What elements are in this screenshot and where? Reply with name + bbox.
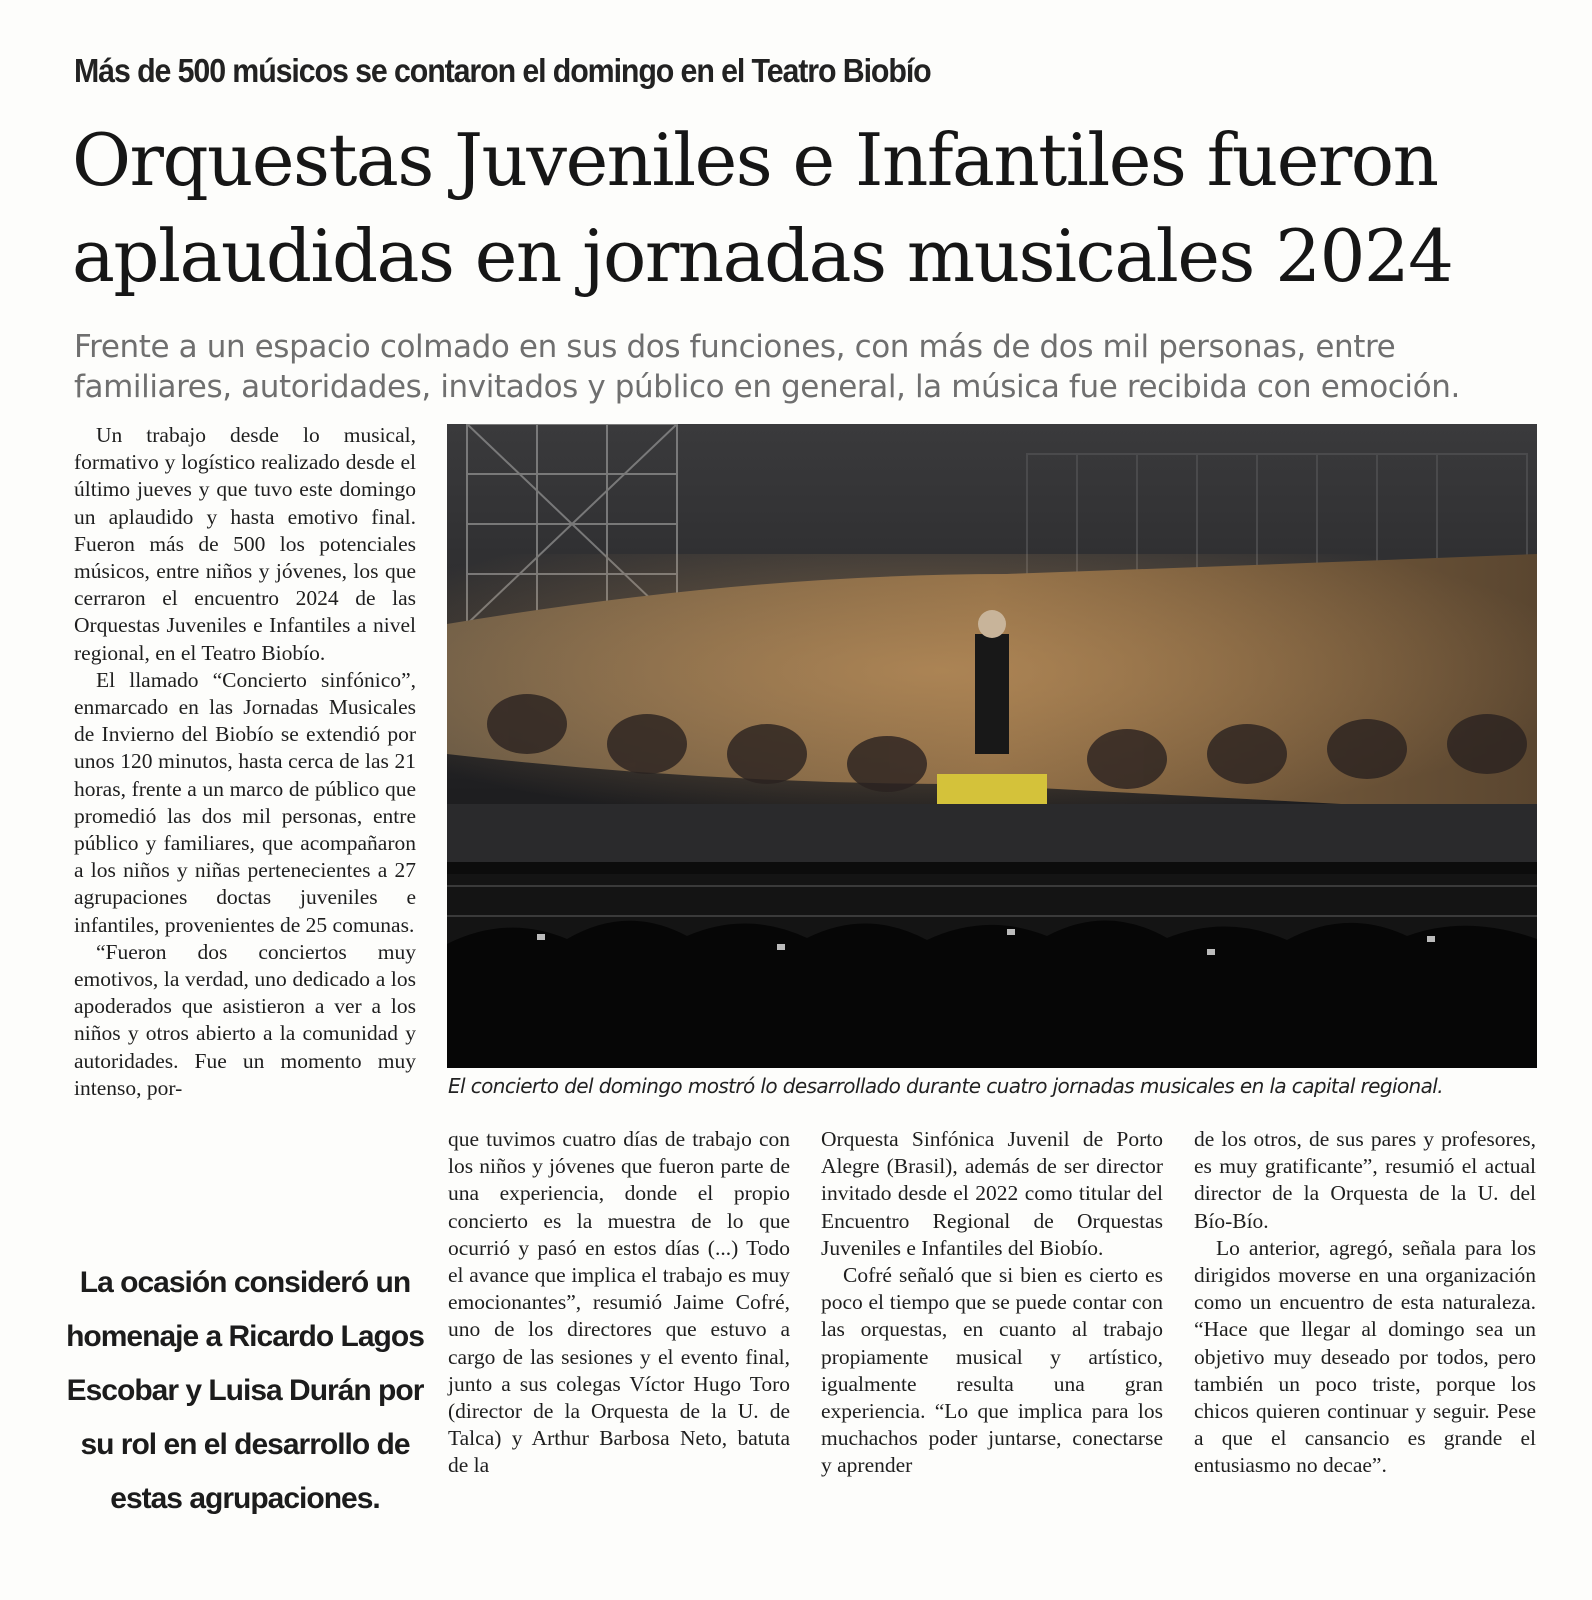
article-column-2 <box>448 1126 790 1480</box>
paragraph: Lo anterior, agregó, señala para los dirigidos moverse en una organización como un encuentro de esta naturaleza. “Hace que llegar al domingo sea un objetivo muy deseado por todos, pero también un poco triste, porque los chicos quieren continuar y seguir. Pese a que el cansancio es grande el entusiasmo no decae”. <box>1194 1235 1536 1478</box>
paragraph: El llamado “Concierto sinfónico”, enmarcado en las Jornadas Musicales de Invierno del Biobío se extendió por unos 120 minutos, hasta cerca de las 21 horas, frente a un marco de público que promedió las dos mil personas, entre público y familiares, que acompañaron a los niños y niñas pertenecientes a 27 agrupaciones doctas juveniles e infantiles, provenientes de 25 comunas. <box>74 667 416 937</box>
article-column-3 <box>821 1126 1163 1480</box>
article-column-4 <box>1194 1126 1536 1480</box>
kicker: Más de 500 músicos se contaron el domingo en el Teatro Biobío <box>74 52 931 89</box>
pull-quote: La ocasión consideró un homenaje a Ricardo Lagos Escobar y Luisa Durán por su rol en el desarrollo de estas agrupaciones. <box>66 1266 424 1515</box>
paragraph: de los otros, de sus pares y profesores, es muy gratificante”, resumió el actual director de la Orquesta de la U. del Bío-Bío. <box>1194 1127 1536 1233</box>
article-column-1 <box>74 422 416 1102</box>
deck-summary: Frente a un espacio colmado en sus dos funciones, con más de dos mil personas, entre familiares, autoridades, invitados y público en general, la música fue recibida con emoción. <box>74 329 1460 405</box>
paragraph: Un trabajo desde lo musical, formativo y logístico realizado desde el último jueves y que tuvo este domingo un aplaudido y hasta emotivo final. Fueron más de 500 los potenciales músicos, entre niños y jóvenes, los que cerraron el encuentro 2024 de las Orquestas Juveniles e Infantiles a nivel regional, en el Teatro Biobío. <box>74 423 416 665</box>
paragraph: Orquesta Sinfónica Juvenil de Porto Alegre (Brasil), además de ser director invitado desde el 2022 como titular del Encuentro Regional de Orquestas Juveniles e Infantiles del Biobío. <box>821 1127 1163 1260</box>
headline-line-1: Orquestas Juveniles e Infantiles fueron <box>72 118 1438 202</box>
photo-caption: El concierto del domingo mostró lo desarrollado durante cuatro jornadas musicales en la capital regional. <box>448 1074 1443 1098</box>
paragraph: Cofré señaló que si bien es cierto es poco el tiempo que se puede contar con las orquestas, en cuanto al trabajo propiamente musical y artístico, igualmente resulta una gran experiencia. “Lo que implica para los muchachos poder juntarse, conectarse y aprender <box>821 1263 1163 1478</box>
headline <box>72 112 1552 304</box>
paragraph: “Fueron dos conciertos muy emotivos, la verdad, uno dedicado a los apoderados que asistieron a ver a los niños y otros abierto a la comunidad y autoridades. Fue un momento muy intenso, por- <box>74 939 416 1100</box>
orchestra-photo <box>447 424 1537 1068</box>
paragraph: que tuvimos cuatro días de trabajo con los niños y jóvenes que fueron parte de una experiencia, donde el propio concierto es la muestra de lo que ocurrió y pasó en estos días (...) Todo el avance que implica el trabajo es muy emocionantes”, resumió Jaime Cofré, uno de los directores que estuvo a cargo de las sesiones y el evento final, junto a sus colegas Víctor Hugo Toro (director de la Orquesta de la U. de Talca) y Arthur Barbosa Neto, batuta de la <box>448 1127 790 1478</box>
headline-line-2: aplaudidas en jornadas musicales 2024 <box>72 214 1453 298</box>
